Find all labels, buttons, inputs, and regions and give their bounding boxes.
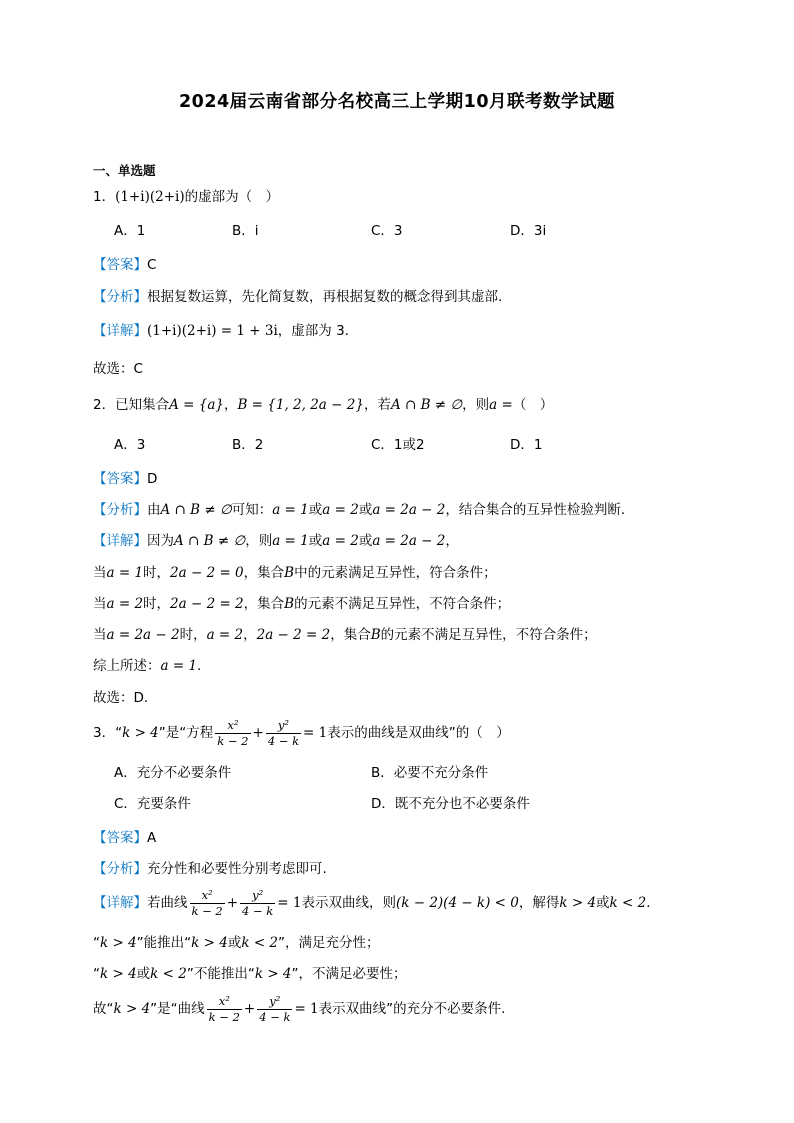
math-expression: a = 2a − 2	[372, 502, 446, 518]
analysis-text: 根据复数运算，先化简复数，再根据复数的概念得到其虚部.	[147, 289, 503, 305]
option-d: D．既不充分也不必要条件	[371, 796, 530, 812]
detail-text: “	[93, 966, 100, 982]
detail-text: ，则	[245, 533, 273, 549]
fraction-denominator: k − 2	[217, 733, 249, 748]
math-expression: a = 2a − 2	[372, 533, 446, 549]
math-expression: a =	[489, 397, 513, 413]
detail-text: 或	[136, 966, 151, 982]
answer-value: D	[147, 471, 158, 487]
math-expression: B	[284, 565, 295, 581]
option-a: A．3	[114, 437, 146, 453]
analysis-tag: 【分析】	[93, 289, 147, 305]
detail-case-2	[93, 595, 510, 613]
answer-tag: 【答案】	[93, 830, 147, 846]
analysis-tag: 【分析】	[93, 502, 147, 518]
option-d: D．1	[510, 437, 543, 453]
detail-tag: 【详解】	[93, 895, 147, 911]
math-expression: (k − 2)(4 − k) < 0	[395, 895, 519, 911]
question-2-stem	[93, 396, 553, 414]
detail-line	[93, 886, 660, 920]
fraction-denominator: 4 − k	[242, 903, 274, 918]
math-expression: k > 4	[100, 966, 137, 982]
fraction-numerator: x²	[207, 994, 242, 1010]
math-expression: 2a − 2 = 0	[170, 565, 244, 581]
detail-text: 的元素不满足互异性，不符合条件；	[380, 627, 597, 643]
detail-text: 或	[227, 935, 242, 951]
math-expression: a = 2	[322, 533, 359, 549]
analysis-tag: 【分析】	[93, 861, 147, 877]
fraction-denominator: 4 − k	[259, 1009, 291, 1024]
fraction-denominator: k − 2	[191, 903, 223, 918]
math-expression: A = {a}	[169, 397, 224, 413]
analysis-text: ，结合集合的互异性检验判断.	[445, 502, 626, 518]
math-expression: k > 4	[122, 725, 159, 741]
option-a: A．1	[114, 223, 146, 239]
question-number: 3．	[93, 725, 116, 741]
question-text: “	[115, 725, 123, 741]
answer-line	[93, 470, 157, 488]
question-number: 1．	[93, 189, 116, 205]
detail-text: ”，不满足必要性；	[291, 966, 407, 982]
math-expression: a = 1	[272, 502, 309, 518]
question-3-stem	[93, 716, 510, 750]
question-number: 2．	[93, 397, 116, 413]
detail-text: ”能推出“	[136, 935, 192, 951]
fraction-denominator: k − 2	[208, 1009, 240, 1024]
detail-text: ，集合	[330, 627, 371, 643]
summary-line	[93, 657, 201, 675]
detail-text: 因为	[147, 533, 174, 549]
detail-text: 表示双曲线，则	[301, 895, 396, 911]
page-title: 2024届云南省部分名校高三上学期10月联考数学试题	[178, 92, 616, 112]
option-c: C．充要条件	[114, 796, 191, 812]
math-expression: B	[284, 596, 295, 612]
plus-sign: +	[252, 725, 264, 741]
fraction-numerator: y²	[266, 718, 301, 734]
math-expression: a = 2	[206, 627, 244, 643]
detail-case-1	[93, 564, 497, 582]
necessity-line	[93, 965, 407, 983]
fraction-numerator: x²	[190, 888, 225, 904]
question-text: 已知集合	[115, 397, 170, 413]
detail-text: ．	[646, 895, 660, 911]
detail-text: 故“	[93, 1001, 114, 1017]
detail-text: 当	[93, 596, 107, 612]
fraction-numerator: y²	[257, 994, 292, 1010]
math-expression: a = 1	[160, 658, 198, 674]
question-text: ，则	[462, 397, 490, 413]
detail-text: 若曲线	[147, 895, 188, 911]
detail-text: 或	[308, 533, 323, 549]
answer-value: A	[147, 830, 157, 846]
detail-text: ”不能推出“	[186, 966, 255, 982]
math-expression: k > 4	[191, 935, 228, 951]
detail-tag: 【详解】	[93, 533, 147, 549]
detail-text: ”，满足充分性；	[278, 935, 380, 951]
option-c: C．3	[371, 223, 403, 239]
analysis-text: 由	[147, 502, 161, 518]
detail-text: 时，	[143, 565, 171, 581]
math-expression: k > 4	[559, 895, 597, 911]
math-expression: = 1	[303, 725, 328, 741]
fraction	[240, 888, 275, 919]
analysis-line	[93, 501, 625, 519]
sufficiency-line	[93, 934, 380, 952]
question-text: 表示的曲线是双曲线”的（ ）	[327, 725, 510, 741]
separator: ，	[223, 397, 238, 413]
detail-text: 时，	[143, 596, 171, 612]
math-expression: A ∩ B ≠ ∅	[390, 397, 463, 413]
fraction	[190, 888, 225, 919]
question-text: ”是“方程	[158, 725, 214, 741]
option-d: D．3i	[510, 223, 547, 239]
fraction-numerator: x²	[215, 718, 250, 734]
choose-line: 故选：C	[93, 361, 143, 377]
math-expression: A ∩ B ≠ ∅	[174, 533, 246, 549]
fraction-numerator: y²	[240, 888, 275, 904]
math-expression: a = 2	[106, 596, 144, 612]
detail-text: 时，	[179, 627, 207, 643]
fraction	[207, 994, 242, 1025]
detail-text: 或	[596, 895, 610, 911]
answer-tag: 【答案】	[93, 471, 147, 487]
math-expression: k > 4	[254, 966, 292, 982]
option-c: C．1或2	[371, 437, 425, 453]
plus-sign: +	[226, 895, 239, 911]
math-expression: = 1	[277, 895, 302, 911]
question-text: 的虚部为（ ）	[184, 189, 280, 205]
option-b: B．必要不充分条件	[371, 765, 489, 781]
option-b: B．2	[232, 437, 264, 453]
answer-line	[93, 829, 156, 847]
detail-text: ”是“曲线	[150, 1001, 205, 1017]
answer-value: C	[147, 257, 157, 273]
detail-text: .	[197, 658, 202, 674]
fraction	[266, 718, 301, 749]
fraction	[257, 994, 292, 1025]
math-expression: B = {1, 2, 2a − 2}	[237, 397, 364, 413]
detail-text: ，集合	[243, 565, 285, 581]
math-expression: a = 2	[322, 502, 359, 518]
detail-line	[93, 322, 358, 340]
math-expression: = 1	[294, 1001, 319, 1017]
math-expression: a = 1	[272, 533, 309, 549]
math-expression: k > 4	[113, 1001, 151, 1017]
question-text: （ ）	[512, 397, 554, 413]
math-expression: B	[370, 627, 381, 643]
analysis-line	[93, 288, 502, 306]
option-b: B．i	[232, 223, 259, 239]
detail-text: 综上所述：	[93, 658, 161, 674]
answer-line	[93, 256, 156, 274]
answer-tag: 【答案】	[93, 257, 147, 273]
math-expression: k < 2	[241, 935, 279, 951]
analysis-line	[93, 860, 327, 878]
question-1-stem	[93, 188, 279, 206]
detail-text: 当	[93, 565, 107, 581]
section-heading: 一、单选题	[93, 163, 156, 178]
fraction	[215, 718, 250, 749]
detail-text: “	[93, 935, 100, 951]
choose-line: 故选：D.	[93, 690, 149, 706]
detail-text: 或	[358, 533, 373, 549]
analysis-text: 可知：	[231, 502, 273, 518]
math-expression: 2a − 2 = 2	[170, 596, 244, 612]
analysis-text: 或	[358, 502, 373, 518]
math-expression: 2a − 2 = 2	[256, 627, 331, 643]
math-expression: k < 2	[150, 966, 187, 982]
detail-tag: 【详解】	[93, 323, 147, 339]
conclusion-line	[93, 992, 515, 1026]
detail-text: ，解得	[518, 895, 560, 911]
fraction-denominator: 4 − k	[267, 733, 300, 748]
option-a: A．充分不必要条件	[114, 765, 232, 781]
question-text: ，若	[363, 397, 391, 413]
detail-text: 表示双曲线”的充分不必要条件．	[318, 1001, 515, 1017]
detail-text: 当	[93, 627, 107, 643]
detail-text: ，	[243, 627, 257, 643]
detail-text: ，虚部为 3．	[277, 323, 359, 339]
analysis-text: 或	[308, 502, 323, 518]
detail-text: ，集合	[243, 596, 285, 612]
analysis-text: 充分性和必要性分别考虑即可.	[147, 861, 327, 877]
plus-sign: +	[243, 1001, 256, 1017]
math-expression: k < 2	[609, 895, 647, 911]
math-expression: a = 2a − 2	[106, 627, 180, 643]
math-expression: k > 4	[100, 935, 137, 951]
detail-line	[93, 532, 459, 550]
math-expression: a = 1	[106, 565, 144, 581]
detail-text: ，	[445, 533, 459, 549]
math-expression: A ∩ B ≠ ∅	[160, 502, 232, 518]
math-expression: (1+i)(2+i) = 1 + 3i	[147, 323, 278, 339]
detail-text: 的元素不满足互异性，不符合条件；	[294, 596, 511, 612]
detail-case-3	[93, 626, 597, 644]
math-expression: (1+i)(2+i)	[115, 189, 185, 205]
detail-text: 中的元素满足互异性，符合条件；	[294, 565, 497, 581]
